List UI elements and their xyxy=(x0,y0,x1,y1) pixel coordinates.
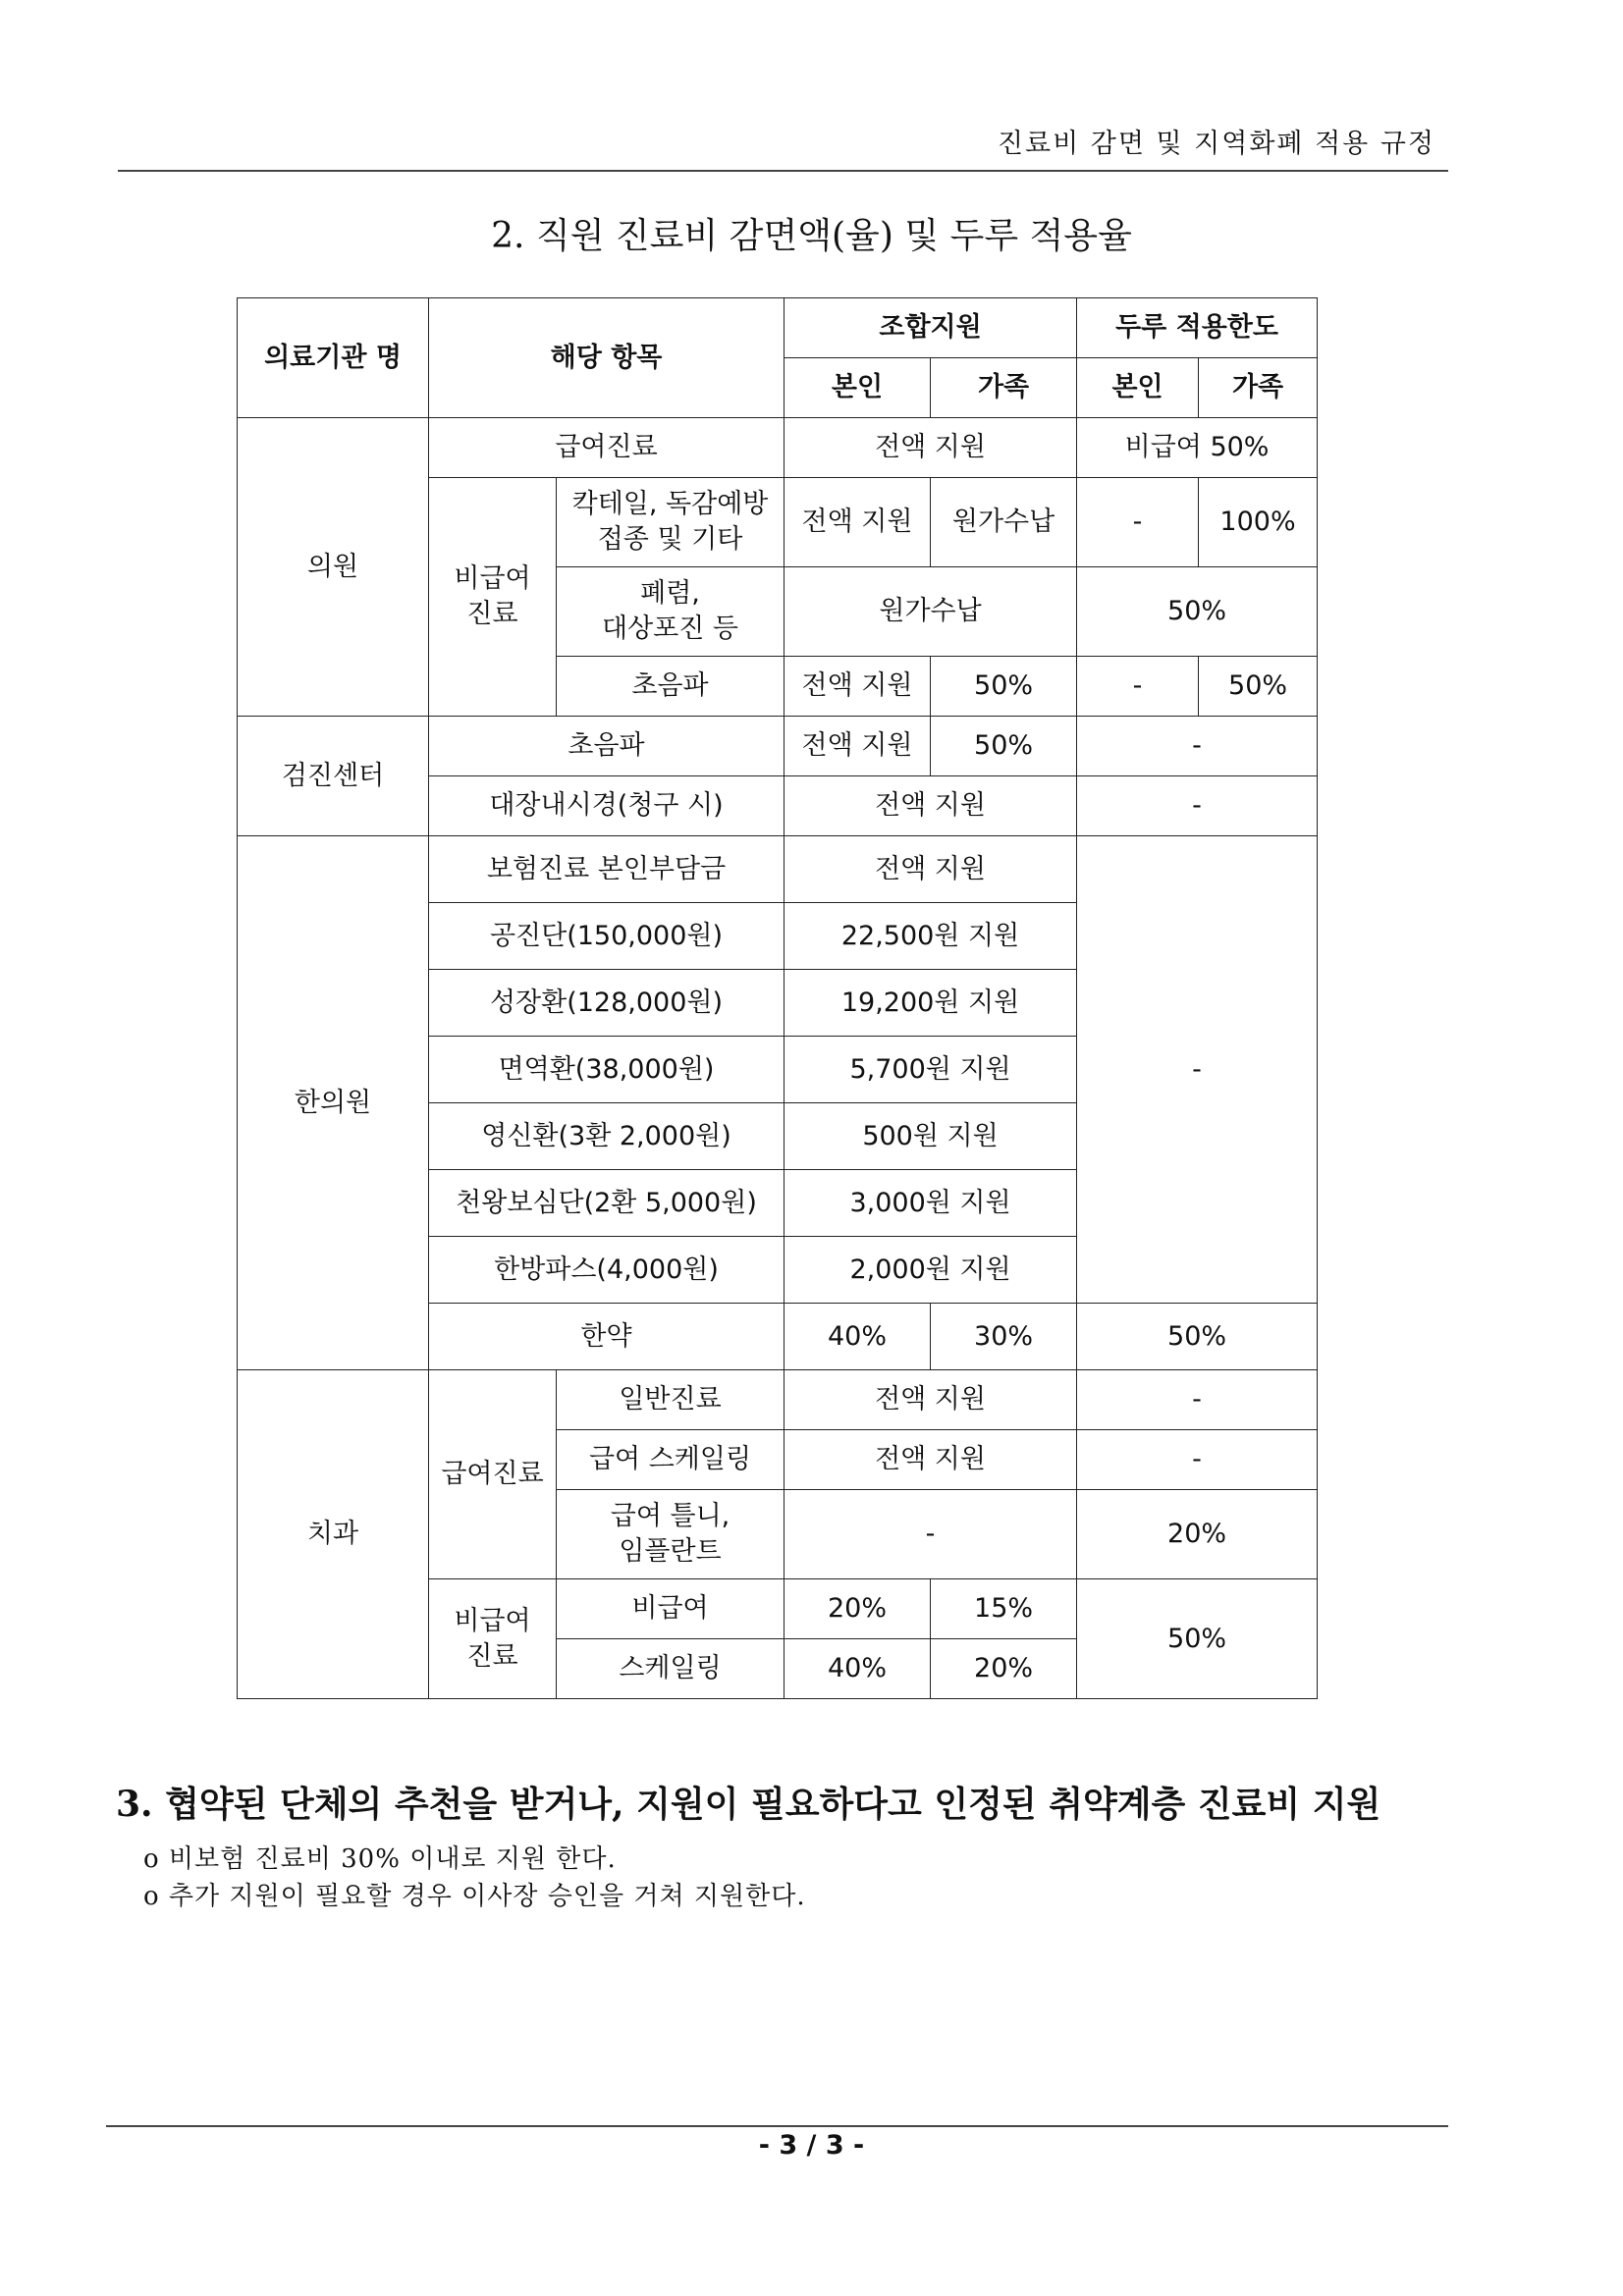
support-cell: 5,700원 지원 xyxy=(784,1037,1077,1103)
col-union-self: 본인 xyxy=(784,358,931,418)
duru-self-cell: - xyxy=(1077,657,1199,717)
item-cell: 영신환(3환 2,000원) xyxy=(429,1103,784,1170)
support-cell: 19,200원 지원 xyxy=(784,970,1077,1037)
support-self-cell: 전액 지원 xyxy=(784,657,931,717)
item-cell: 공진단(150,000원) xyxy=(429,903,784,970)
institution-dental: 치과 xyxy=(238,1370,429,1699)
support-self-cell: 20% xyxy=(784,1579,931,1639)
item-cell: 면역환(38,000원) xyxy=(429,1037,784,1103)
support-cell: 500원 지원 xyxy=(784,1103,1077,1170)
duru-family-cell: 50% xyxy=(1199,657,1318,717)
group-nonpay: 비급여 진료 xyxy=(429,1579,557,1699)
support-cell: 전액 지원 xyxy=(784,418,1077,478)
support-cell: 전액 지원 xyxy=(784,1430,1077,1490)
support-self-cell: 전액 지원 xyxy=(784,478,931,567)
duru-cell: 비급여 50% xyxy=(1077,418,1318,478)
support-cell: 3,000원 지원 xyxy=(784,1170,1077,1237)
duru-cell: 50% xyxy=(1077,567,1318,657)
item-cell: 칵테일, 독감예방 접종 및 기타 xyxy=(557,478,784,567)
support-cell: 2,000원 지원 xyxy=(784,1237,1077,1304)
item-cell: 스케일링 xyxy=(557,1639,784,1699)
item-cell: 한방파스(4,000원) xyxy=(429,1237,784,1304)
duru-cell: 50% xyxy=(1077,1304,1318,1370)
col-institution: 의료기관 명 xyxy=(238,298,429,418)
support-family-cell: 원가수납 xyxy=(931,478,1077,567)
support-self-cell: 전액 지원 xyxy=(784,717,931,776)
support-family-cell: 50% xyxy=(931,657,1077,717)
item-cell: 초음파 xyxy=(429,717,784,776)
col-union-support: 조합지원 xyxy=(784,298,1077,358)
item-cell: 천왕보심단(2환 5,000원) xyxy=(429,1170,784,1237)
duru-cell: 20% xyxy=(1077,1490,1318,1579)
item-cell: 비급여 xyxy=(557,1579,784,1639)
duru-cell: - xyxy=(1077,1370,1318,1430)
col-item: 해당 항목 xyxy=(429,298,784,418)
duru-cell: - xyxy=(1077,717,1318,776)
duru-self-cell: - xyxy=(1077,478,1199,567)
col-union-family: 가족 xyxy=(931,358,1077,418)
support-cell: 22,500원 지원 xyxy=(784,903,1077,970)
item-cell: 폐렴, 대상포진 등 xyxy=(557,567,784,657)
group-pay: 급여진료 xyxy=(429,1370,557,1579)
fee-support-table xyxy=(237,297,1318,1699)
item-cell: 초음파 xyxy=(557,657,784,717)
support-self-cell: 40% xyxy=(784,1304,931,1370)
item-cell: 급여진료 xyxy=(429,418,784,478)
item-cell: 보험진료 본인부담금 xyxy=(429,836,784,903)
section-3-item: o 비보험 진료비 30% 이내로 지원 한다. xyxy=(143,1844,617,1874)
item-cell: 대장내시경(청구 시) xyxy=(429,776,784,836)
section-2-title: 2. 직원 진료비 감면액(율) 및 두루 적용율 xyxy=(491,216,1132,256)
duru-family-cell: 100% xyxy=(1199,478,1318,567)
duru-cell: - xyxy=(1077,836,1318,1304)
group-nonpay: 비급여 진료 xyxy=(429,478,557,717)
item-cell: 급여 스케일링 xyxy=(557,1430,784,1490)
institution-oriental-clinic: 한의원 xyxy=(238,836,429,1370)
col-duru-self: 본인 xyxy=(1077,358,1199,418)
item-cell: 일반진료 xyxy=(557,1370,784,1430)
support-family-cell: 50% xyxy=(931,717,1077,776)
duru-cell: - xyxy=(1077,1430,1318,1490)
support-cell: 원가수납 xyxy=(784,567,1077,657)
section-3-title: 3. 협약된 단체의 추천을 받거나, 지원이 필요하다고 인정된 취약계층 진료비 지원 xyxy=(116,1784,1381,1825)
support-cell: - xyxy=(784,1490,1077,1579)
support-cell: 전액 지원 xyxy=(784,836,1077,903)
support-cell: 전액 지원 xyxy=(784,776,1077,836)
footer-divider xyxy=(106,2125,1448,2127)
support-family-cell: 20% xyxy=(931,1639,1077,1699)
item-cell: 한약 xyxy=(429,1304,784,1370)
support-family-cell: 30% xyxy=(931,1304,1077,1370)
duru-cell: 50% xyxy=(1077,1579,1318,1699)
duru-cell: - xyxy=(1077,776,1318,836)
support-self-cell: 40% xyxy=(784,1639,931,1699)
support-cell: 전액 지원 xyxy=(784,1370,1077,1430)
support-family-cell: 15% xyxy=(931,1579,1077,1639)
institution-checkup-center: 검진센터 xyxy=(238,717,429,836)
section-3-item: o 추가 지원이 필요할 경우 이사장 승인을 거쳐 지원한다. xyxy=(143,1882,806,1911)
page-number: - 3 / 3 - xyxy=(758,2130,865,2161)
item-cell: 성장환(128,000원) xyxy=(429,970,784,1037)
col-duru-limit: 두루 적용한도 xyxy=(1077,298,1318,358)
document-header-title: 진료비 감면 및 지역화폐 적용 규정 xyxy=(997,129,1435,159)
header-divider xyxy=(118,170,1448,172)
col-duru-family: 가족 xyxy=(1199,358,1318,418)
institution-clinic: 의원 xyxy=(238,418,429,717)
item-cell: 급여 틀니, 임플란트 xyxy=(557,1490,784,1579)
